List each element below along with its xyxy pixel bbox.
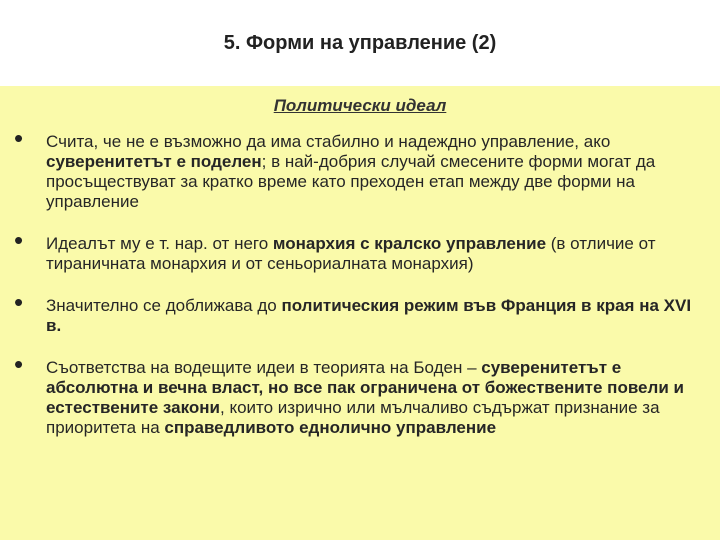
slide-title: 5. Форми на управление (2) [223,32,497,54]
bullet-item [0,225,720,274]
bullet-dot-icon: • [14,123,24,153]
bullet-item [0,287,720,336]
bullet-dot-icon: • [14,349,24,379]
slide-subtitle: Политически идеал [273,96,447,115]
bullet-dot-icon: • [14,287,24,317]
bullet-text: Счита, че не е възможно да има стабилно и надеждно управление, ако суверенитетът е поделен; в най-добрия случай смесените форми могат да просъществуват за кратко време като преходен етап между две форми на управление [46,132,656,211]
bullet-dot-icon: • [14,225,24,255]
bullet-text: Значително се доближава до политическия режим във Франция в края на XVI в. [46,296,692,335]
bullet-text: Идеалът му е т. нар. от него монархия с кралско управление (в отличие от тираничната монархия и от сеньориалната монархия) [46,234,656,273]
bullet-item [0,349,720,438]
bullet-item [0,123,720,212]
content-area [0,86,720,540]
title-bar [0,0,720,86]
bullet-list [0,123,720,460]
bullet-text: Съответства на водещите идеи в теорията на Боден – суверенитетът е абсолютна и вечна власт, но все пак ограничена от божествените повели и естествените закони, които изрично или мълчаливо съдържат признание за приоритета на справедливото еднолично управление [46,358,684,437]
